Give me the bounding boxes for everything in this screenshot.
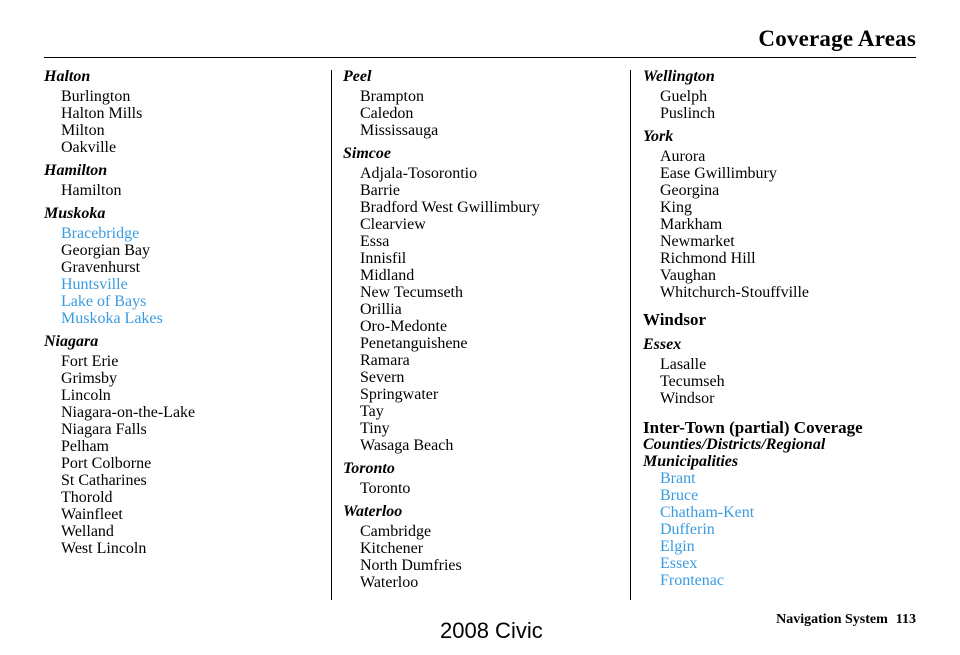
place-item: Oakville [61,139,117,156]
place-item: Hamilton [61,182,122,199]
footer-label: Navigation System [776,612,888,627]
place-item: Georgina [660,182,720,199]
page-number: 113 [895,612,916,627]
region-toronto [343,460,633,497]
place-list [44,353,334,557]
region-halton [44,68,334,156]
column-3 [643,68,933,589]
place-item: Guelph [660,88,708,105]
region-york [643,128,933,301]
place-item: New Tecumseth [360,284,463,301]
place-item: Innisfil [360,250,407,267]
region-name: Wellington [643,68,715,85]
place-list [643,88,933,122]
place-item: St Catharines [61,472,147,489]
place-link[interactable]: Huntsville [61,276,128,293]
place-link[interactable]: Muskoka Lakes [61,310,163,327]
place-list [643,148,933,301]
place-item: Ease Gwillimbury [660,165,777,182]
place-item: Toronto [360,480,411,497]
header-divider [44,57,916,58]
place-link[interactable]: Dufferin [660,521,715,538]
place-item: Springwater [360,386,439,403]
place-link[interactable]: Chatham-Kent [660,504,755,521]
region-niagara [44,333,334,557]
place-list [343,165,633,454]
region-name: York [643,128,674,145]
footer [776,612,916,628]
place-item: Bradford West Gwillimbury [360,199,540,216]
place-item: Tay [360,403,384,420]
place-item: Richmond Hill [660,250,756,267]
region-name: Essex [643,336,682,353]
place-item: Adjala-Tosorontio [360,165,478,182]
column-3-regions [643,68,933,301]
column-1 [44,68,334,563]
place-item: Tecumseh [660,373,725,390]
windsor-heading: Windsor [643,310,706,329]
place-item: Thorold [61,489,113,506]
region-name: Simcoe [343,145,391,162]
windsor-regions [643,336,933,407]
region-essex [643,336,933,407]
place-item: Kitchener [360,540,424,557]
region-name: Toronto [343,460,395,477]
region-name: Niagara [44,333,99,350]
place-item: Niagara Falls [61,421,147,438]
place-item: Wainfleet [61,506,123,523]
place-item: Vaughan [660,267,716,284]
place-item: Mississauga [360,122,439,139]
place-item: Whitchurch-Stouffville [660,284,809,301]
place-item: Welland [61,523,114,540]
place-item: Midland [360,267,415,284]
place-list [44,225,334,327]
place-link[interactable]: Essex [660,555,698,572]
region-name: Hamilton [44,162,108,179]
place-link[interactable]: Lake of Bays [61,293,147,310]
place-item: Windsor [660,390,715,407]
place-item: Burlington [61,88,131,105]
place-item: Newmarket [660,233,735,250]
column-divider-2 [630,70,631,600]
place-list [343,480,633,497]
place-item: Aurora [660,148,706,165]
place-link[interactable]: Bruce [660,487,699,504]
place-item: Ramara [360,352,410,369]
place-item: Oro-Medonte [360,318,448,335]
intertown-heading: Inter-Town (partial) Coverage [643,418,863,437]
place-item: Grimsby [61,370,117,387]
place-item: Tiny [360,420,390,437]
region-name: Muskoka [44,205,106,222]
place-item: North Dumfries [360,557,462,574]
place-list [44,88,334,156]
column-divider-1 [331,70,332,600]
intertown-subheading-line2: Municipalities [643,453,739,470]
place-item: Markham [660,216,723,233]
region-name: Halton [44,68,91,85]
watermark: 2008 Civic [440,618,543,643]
place-list [343,523,633,591]
place-item: Fort Erie [61,353,119,370]
place-link[interactable]: Frontenac [660,572,724,589]
place-item: Port Colborne [61,455,152,472]
place-item: Milton [61,122,105,139]
place-item: Brampton [360,88,424,105]
region-muskoka [44,205,334,327]
place-item: Orillia [360,301,402,318]
place-item: Wasaga Beach [360,437,454,454]
place-item: West Lincoln [61,540,147,557]
place-item: Puslinch [660,105,716,122]
place-item: Severn [360,369,405,386]
place-item: Cambridge [360,523,432,540]
intertown-subheading-line1: Counties/Districts/Regional [643,436,826,453]
place-item: Gravenhurst [61,259,141,276]
place-item: Essa [360,233,390,250]
region-peel [343,68,633,139]
region-hamilton [44,162,334,199]
place-list [643,356,933,407]
region-simcoe [343,145,633,454]
place-item: Barrie [360,182,400,199]
region-name: Peel [343,68,372,85]
place-item: Georgian Bay [61,242,151,259]
intertown-list [643,470,933,589]
place-item: Lincoln [61,387,111,404]
column-2 [343,68,633,597]
place-item: Lasalle [660,356,707,373]
place-item: King [660,199,692,216]
place-list [343,88,633,139]
place-item: Halton Mills [61,105,143,122]
place-list [44,182,334,199]
place-link[interactable]: Elgin [660,538,695,555]
place-item: Clearview [360,216,426,233]
region-waterloo [343,503,633,591]
region-name: Waterloo [343,503,403,520]
place-item: Penetanguishene [360,335,468,352]
place-item: Waterloo [360,574,419,591]
region-wellington [643,68,933,122]
place-link[interactable]: Brant [660,470,696,487]
page-title: Coverage Areas [758,26,916,51]
place-item: Caledon [360,105,414,122]
place-item: Niagara-on-the-Lake [61,404,196,421]
place-link[interactable]: Bracebridge [61,225,140,242]
place-item: Pelham [61,438,109,455]
